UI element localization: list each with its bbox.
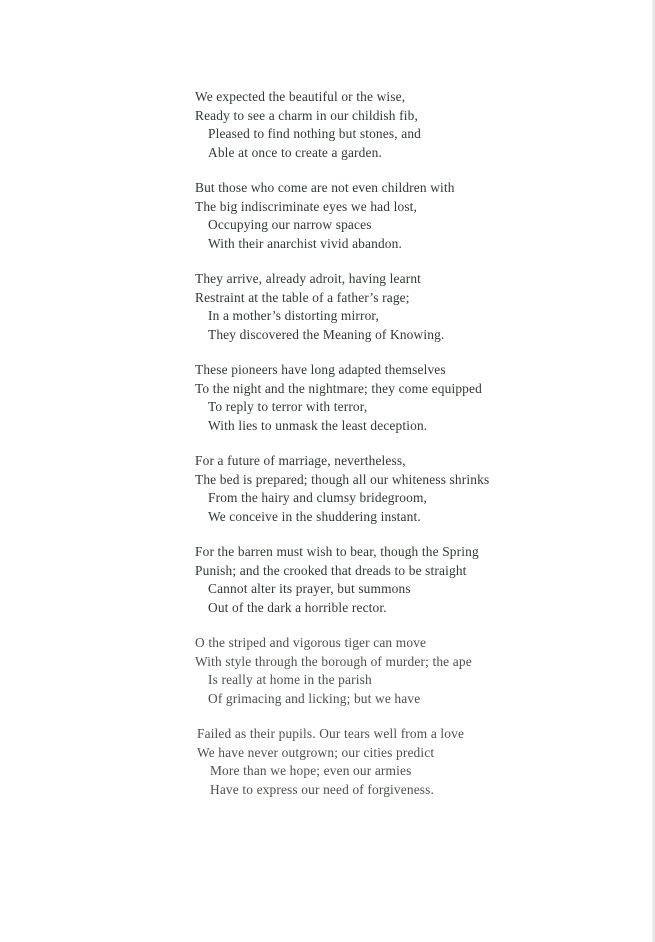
stanza-1 [0, 88, 655, 179]
poem-line: To reply to terror with terror, [208, 399, 368, 414]
poem-line: But those who come are not even children with [195, 180, 455, 195]
poem-line: Restraint at the table of a father’s rage; [195, 289, 410, 305]
poem-line: The bed is prepared; though all our whiteness shrinks [195, 471, 490, 487]
poem-line: To the night and the nightmare; they come equipped [195, 380, 482, 396]
poem-body [0, 88, 655, 816]
poem-line: For the barren must wish to bear, though the Spring [195, 544, 479, 559]
poem-line: In a mother’s distorting mirror, [208, 308, 379, 323]
stanza-5 [0, 452, 655, 543]
poem-line: The big indiscriminate eyes we had lost, [195, 198, 418, 214]
poem-line: Cannot alter its prayer, but summons [208, 581, 411, 596]
poem-line: Is really at home in the parish [208, 672, 372, 687]
poem-line: We conceive in the shuddering instant. [208, 508, 421, 524]
stanza-4 [0, 361, 655, 452]
poem-line: Punish; and the crooked that dreads to be straight [195, 562, 467, 578]
poem-line: Occupying our narrow spaces [208, 217, 372, 232]
stanza-3 [0, 270, 655, 361]
poem-line: We expected the beautiful or the wise, [195, 89, 406, 104]
poem-line: Have to express our need of forgiveness. [210, 781, 435, 797]
poem-line: Out of the dark a horrible rector. [208, 599, 387, 615]
stanza-2 [0, 179, 655, 270]
poem-line: They arrive, already adroit, having learnt [195, 271, 422, 286]
stanza-7 [0, 634, 655, 725]
poem-line: With style through the borough of murder; the ape [195, 653, 472, 669]
poem-line: These pioneers have long adapted themselves [195, 362, 446, 377]
poem-line: Ready to see a charm in our childish fib, [195, 107, 418, 123]
poem-line: Able at once to create a garden. [208, 144, 382, 160]
poem-line: Of grimacing and licking; but we have [208, 690, 421, 706]
poem-line: More than we hope; even our armies [210, 763, 412, 778]
poem-line: With their anarchist vivid abandon. [208, 235, 402, 251]
stanza-8 [0, 725, 655, 816]
poem-line: From the hairy and clumsy bridegroom, [208, 490, 428, 505]
poem-line: O the striped and vigorous tiger can move [195, 635, 427, 650]
poem-line: We have never outgrown; our cities predict [197, 744, 435, 760]
poem-line: They discovered the Meaning of Knowing. [208, 326, 445, 342]
poem-line: For a future of marriage, nevertheless, [195, 453, 406, 468]
poem-line: Failed as their pupils. Our tears well from a love [197, 726, 465, 741]
poem-line: Pleased to find nothing but stones, and [208, 126, 422, 141]
poem-line: With lies to unmask the least deception. [208, 417, 428, 433]
stanza-6 [0, 543, 655, 634]
